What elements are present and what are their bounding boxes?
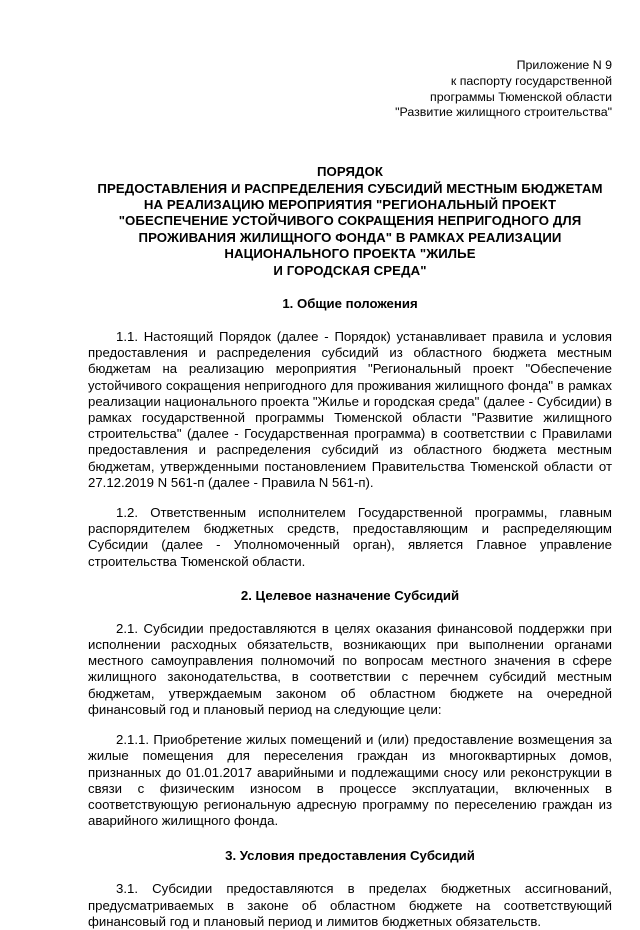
- appendix-reference: к паспорту государственной: [450, 73, 612, 88]
- paragraph-3-1: 3.1. Субсидии предоставляются в пределах бюджетных ассигнований, предусматриваемых в законе об областном бюджете на соответствующий финансовый год и плановый период и лимитов бюджетных обязательств.: [88, 881, 612, 929]
- section-heading-purpose: 2. Целевое назначение Субсидий: [240, 587, 460, 603]
- title-line: ПОРЯДОК: [316, 164, 384, 180]
- appendix-number: Приложение N 9: [516, 58, 612, 72]
- paragraph-1-2: 1.2. Ответственным исполнителем Государственной программы, главным распорядителем бюджетных средств, предоставляющим и распределяющим Субсидии (далее - Уполномоченный орган), является Главное управление строительства Тюменской области.: [88, 505, 612, 569]
- appendix-header: [88, 58, 612, 121]
- paragraph-2-1-1: 2.1.1. Приобретение жилых помещений и (или) предоставление возмещения за жилые помещения для переселения граждан из многоквартирных домов, признанных до 01.01.2017 аварийными и подлежащими сносу или реконструкции в связи с физическим износом в процессе эксплуатации, включенных в соответствующую региональную адресную программу по переселению граждан из аварийного жилищного фонда.: [88, 732, 612, 829]
- title-line: НАЦИОНАЛЬНОГО ПРОЕКТА "ЖИЛЬЕ: [224, 246, 476, 262]
- section-heading-general: 1. Общие положения: [282, 296, 418, 312]
- title-line: И ГОРОДСКАЯ СРЕДА": [273, 262, 427, 278]
- paragraph-2-1: 2.1. Субсидии предоставляются в целях оказания финансовой поддержки при исполнении расходных обязательств, возникающих при выполнении органами местного самоуправления полномочий по вопросам местного значения в сфере жилищного законодательства, в соответствии с перечнем субсидий местным бюджетам, утверждаемым законом об областном бюджете на очередной финансовый год и плановый период на следующие цели:: [88, 620, 612, 717]
- title-line: НА РЕАЛИЗАЦИЮ МЕРОПРИЯТИЯ "РЕГИОНАЛЬНЫЙ ПРОЕКТ: [143, 197, 557, 212]
- title-line: ПРОЖИВАНИЯ ЖИЛИЩНОГО ФОНДА" В РАМКАХ РЕАЛИЗАЦИИ: [138, 229, 562, 245]
- appendix-program-name: "Развитие жилищного строительства": [395, 105, 612, 120]
- section-heading-conditions: 3. Условия предоставления Субсидий: [225, 848, 475, 864]
- document-title: [88, 164, 612, 279]
- title-line: "ОБЕСПЕЧЕНИЕ УСТОЙЧИВОГО СОКРАЩЕНИЯ НЕПРИГОДНОГО ДЛЯ: [118, 213, 582, 229]
- appendix-program: программы Тюменской области: [430, 89, 612, 104]
- paragraph-1-1: 1.1. Настоящий Порядок (далее - Порядок) устанавливает правила и условия предоставления и распределения субсидий из областного бюджета местным бюджетам на реализацию мероприятия "Региональный проект "Обеспечение устойчивого сокращения непригодного для проживания жилищного фонда" в рамках реализации национального проекта "Жилье и городская среда" (далее - Субсидии) в рамках государственной программы Тюменской области "Развитие жилищного строительства" (далее - Государственная программа) в соответствии с Правилами предоставления и распределения субсидий из областного бюджета местным бюджетам, утвержденными постановлением Правительства Тюменской области от 27.12.2019 N 561-п (далее - Правила N 561-п).: [88, 329, 612, 490]
- title-line: ПРЕДОСТАВЛЕНИЯ И РАСПРЕДЕЛЕНИЯ СУБСИДИЙ МЕСТНЫМ БЮДЖЕТАМ: [97, 180, 603, 196]
